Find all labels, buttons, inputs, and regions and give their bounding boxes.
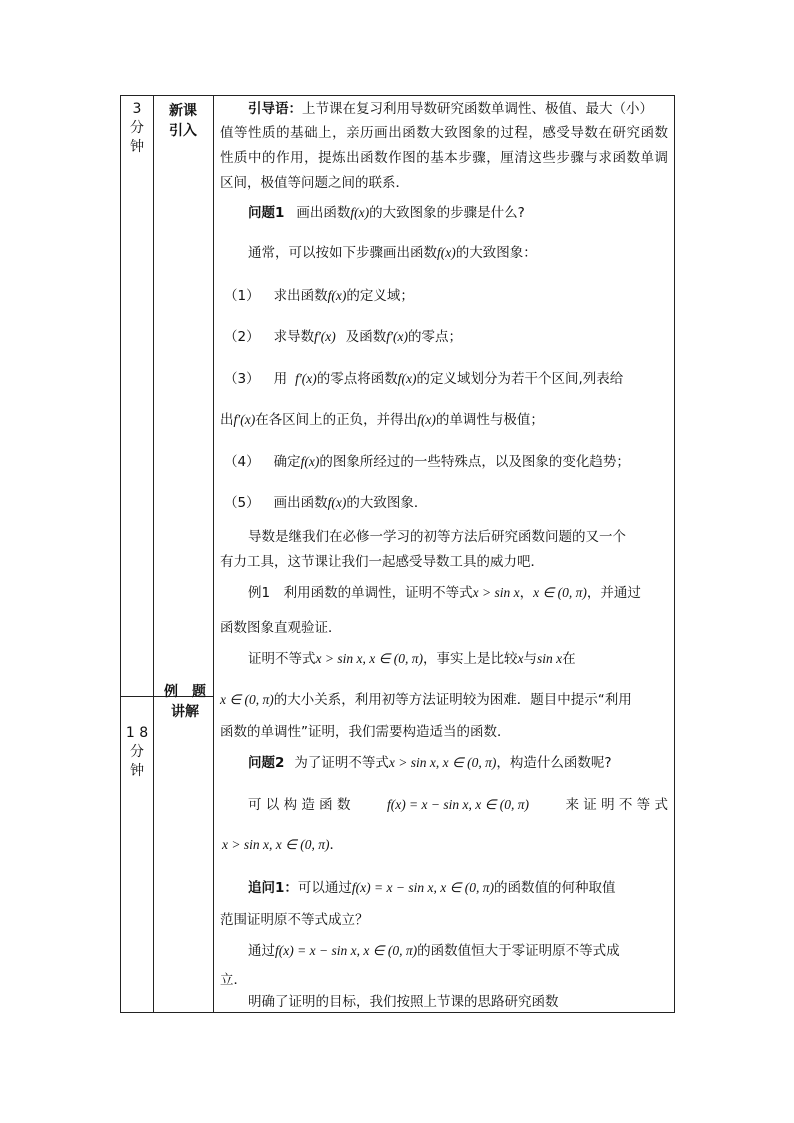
text: 为了证明不等式 [294,755,389,771]
text: 可以通过 [297,880,352,896]
section-label: 讲解 [171,704,199,720]
text: 证明不等式 [248,651,316,667]
text: 的定义域； [346,288,414,304]
math-expression: x > sin x, x ∈ (0, π) [222,837,330,852]
text: 的函数值的何种取值 [493,880,616,896]
time-cell-intro [121,100,153,157]
math-expression: f(x) [300,454,320,469]
section-label: 引入 [169,123,197,139]
math-expression: f(x) = x − sin x, x ∈ (0, π) [351,880,494,895]
construct-line1 [248,795,668,815]
text: 通过 [248,943,275,959]
question-2 [248,753,612,773]
text: 画出函数 [273,495,328,511]
text: ，事实上是比较 [422,651,518,667]
text: 通常，可以按如下步骤画出函数 [248,245,437,261]
text: 来 证 明 不 等 式 [565,797,668,813]
text: 的定义域划分为若干个区间,列表给 [416,371,624,387]
step-number: （4） [224,454,260,470]
proof-line1 [248,649,576,669]
math-expression: f′(x) [314,329,336,344]
text: ， [519,585,534,601]
question-label: 问题1 [248,205,285,221]
text: 画出函数 [296,205,351,221]
text: 例1 利用函数的单调性，证明不等式 [248,585,473,601]
text: 求导数 [273,329,315,345]
time-cell-examples [121,724,153,781]
text: 求出函数 [273,288,328,304]
follow-up-1 [248,878,615,898]
intro-paragraph-line3: 性质中的作用，提炼出函数作图的基本步骤，厘清这些步骤与求函数单调 [220,150,668,166]
proof-line3: 函数的单调性”证明，我们需要构造适当的函数． [220,724,511,740]
step-2 [224,327,462,347]
math-expression: sin x [536,651,563,666]
text: 用 [273,371,288,387]
math-expression: f′(x) [233,412,256,427]
through-line2: 立． [220,972,247,988]
follow-up-1-line2: 范围证明原不等式成立？ [220,912,369,928]
text: 与 [523,651,537,667]
through-line1 [248,941,620,961]
time-unit: 钟 [130,763,144,779]
column-divider-section [213,96,214,1012]
text: 的函数值恒大于零证明原不等式成 [417,943,620,959]
section-label: 例 题 [164,684,206,700]
section-examples [163,682,207,722]
text: ，并通过 [586,585,641,601]
intro-label: 引导语： [248,101,302,117]
goal-line: 明确了证明的目标，我们按照上节课的思路研究函数 [248,994,559,1010]
text: 的大致图象： [455,245,537,261]
math-expression: f′(x) [295,371,317,386]
intro-paragraph-line2: 值等性质的基础上，亲历画出函数大致图象的过程，感受导数在研究函数 [220,125,668,141]
step-number: （3） [224,371,260,387]
question-1 [248,203,525,223]
tool-paragraph-line2: 有力工具，这节课让我们一起感受导数工具的威力吧． [220,554,544,570]
time-digit: 3 [132,101,142,117]
text: 的零点； [407,329,462,345]
usual-steps-intro [248,243,537,263]
example-1-line2: 函数图象直观验证． [220,620,342,636]
intro-paragraph-line1 [220,99,653,119]
tool-paragraph-line1: 导数是继我们在必修一学习的初等方法后研究函数问题的又一个 [248,529,626,545]
step-number: （2） [224,329,260,345]
intro-paragraph-line4: 区间，极值等问题之间的联系． [220,175,409,191]
step-1 [224,286,414,306]
math-expression: f(x) [437,245,456,260]
text: 出 [220,412,234,428]
step-number: （1） [224,288,260,304]
text: ． [329,837,343,853]
step-number: （5） [224,495,260,511]
text: 的图象所经过的一些特殊点，以及图象的变化趋势； [319,454,630,470]
time-unit: 钟 [130,139,144,155]
step-3-line2 [220,410,544,430]
text: 在 [562,651,576,667]
text: 上节课在复习利用导数研究函数单调性、极值、最大（小） [302,101,653,117]
text: 的大致图象的步骤是什么? [369,205,525,221]
math-expression: x [517,651,524,666]
text: 的大小关系，利用初等方法证明较为困难．题目中提示“利用 [273,692,632,708]
text: 在各区间上的正负，并得出 [255,412,418,428]
time-digit: 1 8 [125,725,149,741]
example-1 [248,583,641,603]
math-expression: x > sin x, x ∈ (0, π) [388,755,497,770]
text: 的单调性与极值； [435,412,544,428]
column-divider-time [153,96,154,1012]
step-3-line1 [224,369,623,389]
math-expression: f(x) [327,495,347,510]
text: 的零点将函数 [316,371,398,387]
math-expression: x ∈ (0, π) [533,585,587,600]
section-intro [161,101,205,141]
text: 确定 [273,454,301,470]
text: ，构造什么函数呢? [496,755,612,771]
text: 的大致图象． [346,495,428,511]
math-expression: f′(x) [386,329,408,344]
question-label: 问题2 [248,755,285,771]
follow-up-label: 追问1： [248,880,298,896]
time-unit: 分 [130,120,144,136]
construct-line2 [222,835,343,855]
math-expression: f(x) [350,205,370,220]
math-expression: f(x) = x − sin x, x ∈ (0, π) [386,797,530,812]
math-expression: x > sin x [472,585,520,600]
math-expression: f(x) [327,288,347,303]
math-expression: x ∈ (0, π) [220,692,274,707]
math-expression: f(x) [397,371,417,386]
math-expression: f(x) [417,412,436,427]
proof-line2 [220,690,632,710]
math-expression: x > sin x, x ∈ (0, π) [315,651,423,666]
step-4 [224,452,630,472]
math-expression: f(x) = x − sin x, x ∈ (0, π) [275,943,418,958]
time-unit: 分 [130,744,144,760]
text: 可 以 构 造 函 数 [248,797,351,813]
text: 及函数 [345,329,387,345]
step-5 [224,493,427,513]
section-label: 新课 [169,103,197,119]
